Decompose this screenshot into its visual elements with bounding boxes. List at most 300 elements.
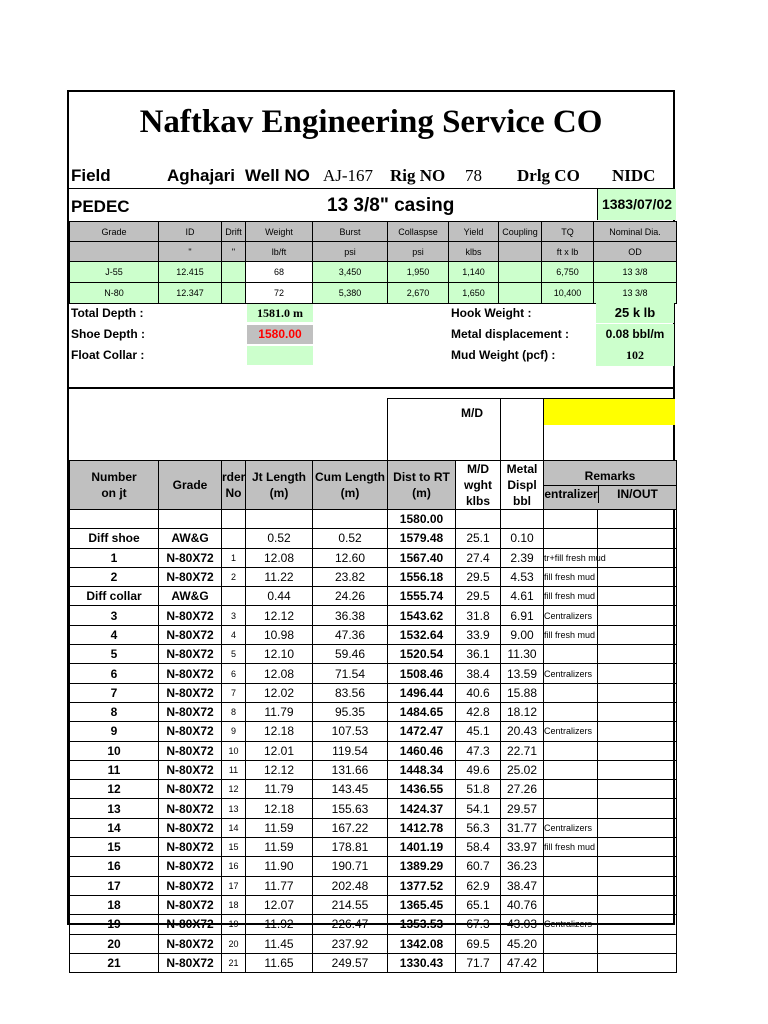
jt-order: 7: [222, 683, 246, 702]
dist-to-rt: 1353.53: [388, 915, 456, 934]
spec-header: ID: [159, 222, 222, 242]
metal-displ: 29.57: [501, 799, 544, 818]
casing-tally-table: [69, 460, 677, 973]
tally-header-row: [70, 461, 677, 510]
centralizer-remark: [544, 741, 598, 760]
cum-length: 155.63: [313, 799, 388, 818]
md-weight: 31.8: [456, 606, 501, 625]
spec-unit: psi: [313, 242, 388, 262]
spec-cell: 1,650: [449, 283, 499, 304]
empty-cell: [159, 510, 222, 529]
dist-to-rt: 1330.43: [388, 953, 456, 972]
header-cum-length: Cum Length (m): [313, 461, 388, 510]
divider: [387, 398, 388, 460]
jt-length: 11.59: [246, 838, 313, 857]
table-row: [70, 548, 677, 567]
jt-length: 0.52: [246, 529, 313, 548]
jt-length: 12.18: [246, 799, 313, 818]
dist-to-rt: 1508.46: [388, 664, 456, 683]
well-value: AJ-167: [323, 166, 374, 185]
jt-order: 6: [222, 664, 246, 683]
table-row: [70, 664, 677, 683]
spec-cell: 13 3/8: [594, 283, 677, 304]
total-depth-label: Total Depth :: [71, 306, 144, 320]
jt-length: 12.12: [246, 760, 313, 779]
jt-grade: N-80X72: [159, 664, 222, 683]
dist-to-rt: 1555.74: [388, 587, 456, 606]
spec-cell: 5,380: [313, 283, 388, 304]
metal-displ: 33.97: [501, 838, 544, 857]
jt-order: 16: [222, 857, 246, 876]
spec-cell: 12.415: [159, 262, 222, 283]
start-dist: 1580.00: [388, 510, 456, 529]
dist-to-rt: 1460.46: [388, 741, 456, 760]
centralizer-remark: [544, 953, 598, 972]
jt-grade: N-80X72: [159, 625, 222, 644]
dist-to-rt: 1543.62: [388, 606, 456, 625]
centralizer-remark: [544, 683, 598, 702]
table-row: [70, 780, 677, 799]
jt-length: 11.45: [246, 934, 313, 953]
cum-length: 131.66: [313, 760, 388, 779]
field-label: Field: [71, 166, 111, 185]
in-out-cell: [598, 876, 677, 895]
rig-label: Rig NO: [390, 166, 446, 185]
cum-length: 190.71: [313, 857, 388, 876]
metal-disp-label: Metal displacement :: [451, 327, 570, 341]
dist-to-rt: 1389.29: [388, 857, 456, 876]
jt-number: 9: [70, 722, 159, 741]
cum-length: 71.54: [313, 664, 388, 683]
rig-value: 78: [465, 166, 482, 185]
spec-cell: 2,670: [388, 283, 449, 304]
jt-length: 10.98: [246, 625, 313, 644]
cum-length: 119.54: [313, 741, 388, 760]
total-depth-value: 1581.0 m: [247, 304, 313, 322]
jt-grade: N-80X72: [159, 702, 222, 721]
metal-displ: 40.76: [501, 895, 544, 914]
cum-length: 178.81: [313, 838, 388, 857]
jt-length: 0.44: [246, 587, 313, 606]
cum-length: 83.56: [313, 683, 388, 702]
centralizer-remark: Centralizers: [544, 722, 598, 741]
well-label: Well NO: [245, 166, 310, 185]
table-row: [70, 529, 677, 548]
jt-order: [222, 587, 246, 606]
md-weight: 40.6: [456, 683, 501, 702]
md-weight: 33.9: [456, 625, 501, 644]
highlight-cell: [544, 399, 675, 425]
jt-number: 4: [70, 625, 159, 644]
in-out-cell: [598, 606, 677, 625]
spec-cell: 13 3/8: [594, 262, 677, 283]
jt-order: 19: [222, 915, 246, 934]
jt-length: 12.01: [246, 741, 313, 760]
jt-length: 12.10: [246, 645, 313, 664]
jt-length: 11.79: [246, 702, 313, 721]
metal-displ: 45.20: [501, 934, 544, 953]
md-weight: 60.7: [456, 857, 501, 876]
table-row: [70, 567, 677, 586]
jt-length: 12.08: [246, 548, 313, 567]
report-date: 1383/07/02: [597, 189, 676, 220]
tally-start-row: [70, 510, 677, 529]
centralizer-remark: [544, 934, 598, 953]
spec-cell: J-55: [70, 262, 159, 283]
jt-number: 11: [70, 760, 159, 779]
centralizer-remark: [544, 895, 598, 914]
header-grade: Grade: [159, 461, 222, 510]
table-row: [70, 838, 677, 857]
jt-order: 2: [222, 567, 246, 586]
jt-number: 13: [70, 799, 159, 818]
jt-grade: N-80X72: [159, 895, 222, 914]
metal-displ: 11.30: [501, 645, 544, 664]
jt-number: 3: [70, 606, 159, 625]
metal-displ: 43.03: [501, 915, 544, 934]
spec-cell: 1,950: [388, 262, 449, 283]
jt-order: 18: [222, 895, 246, 914]
spec-unit: klbs: [449, 242, 499, 262]
spec-header: Coupling: [499, 222, 542, 242]
metal-displ: 22.71: [501, 741, 544, 760]
md-weight: 38.4: [456, 664, 501, 683]
table-row: [70, 683, 677, 702]
in-out-cell: [598, 645, 677, 664]
spec-unit: ": [222, 242, 246, 262]
spec-units-row: [70, 242, 677, 262]
table-row: [70, 934, 677, 953]
jt-grade: N-80X72: [159, 722, 222, 741]
company-title: Naftkav Engineering Service CO: [139, 104, 603, 140]
spec-cell: 68: [246, 262, 313, 283]
md-weight: 29.5: [456, 567, 501, 586]
dist-to-rt: 1556.18: [388, 567, 456, 586]
dist-to-rt: 1520.54: [388, 645, 456, 664]
spec-cell: 3,450: [313, 262, 388, 283]
md-weight: 54.1: [456, 799, 501, 818]
drlg-label: Drlg CO: [517, 166, 580, 185]
field-value: Aghajari: [167, 166, 236, 185]
cum-length: 36.38: [313, 606, 388, 625]
empty-cell: [501, 510, 544, 529]
jt-number: 10: [70, 741, 159, 760]
jt-grade: N-80X72: [159, 953, 222, 972]
jt-grade: N-80X72: [159, 799, 222, 818]
metal-displ: 6.91: [501, 606, 544, 625]
md-weight: 56.3: [456, 818, 501, 837]
dist-to-rt: 1484.65: [388, 702, 456, 721]
jt-number: 19: [70, 915, 159, 934]
md-weight: 62.9: [456, 876, 501, 895]
cum-length: 167.22: [313, 818, 388, 837]
spec-unit: lb/ft: [246, 242, 313, 262]
tally-body: [70, 529, 677, 973]
metal-displ: 47.42: [501, 953, 544, 972]
jt-grade: N-80X72: [159, 780, 222, 799]
table-row: [70, 625, 677, 644]
jt-length: 12.08: [246, 664, 313, 683]
jt-order: 10: [222, 741, 246, 760]
spec-cell: [499, 262, 542, 283]
dist-to-rt: 1412.78: [388, 818, 456, 837]
in-out-cell: [598, 567, 677, 586]
table-row: [70, 799, 677, 818]
spec-row: [70, 262, 677, 283]
md-weight: 65.1: [456, 895, 501, 914]
cum-length: 202.48: [313, 876, 388, 895]
table-row: [70, 606, 677, 625]
table-row: [70, 876, 677, 895]
table-row: [70, 645, 677, 664]
spec-cell: 12.347: [159, 283, 222, 304]
hook-weight-value: 25 k lb: [596, 303, 674, 323]
centralizer-remark: Centralizers: [544, 664, 598, 683]
mud-weight-value: 102: [596, 345, 674, 366]
divider: [69, 387, 673, 389]
casing-spec-table: [69, 221, 677, 304]
metal-displ: 13.59: [501, 664, 544, 683]
centralizer-remark: [544, 780, 598, 799]
dist-to-rt: 1532.64: [388, 625, 456, 644]
in-out-cell: [598, 548, 677, 567]
jt-order: 4: [222, 625, 246, 644]
jt-order: 3: [222, 606, 246, 625]
in-out-cell: [598, 760, 677, 779]
spec-header-row: [70, 222, 677, 242]
spec-unit: OD: [594, 242, 677, 262]
empty-cell: [456, 510, 501, 529]
jt-grade: N-80X72: [159, 645, 222, 664]
header-remarks-group: [544, 461, 677, 510]
header-number: Number on jt: [70, 461, 159, 510]
metal-displ: 27.26: [501, 780, 544, 799]
jt-grade: N-80X72: [159, 857, 222, 876]
jt-length: 12.07: [246, 895, 313, 914]
spec-header: Burst: [313, 222, 388, 242]
cum-length: 23.82: [313, 567, 388, 586]
header-jt-length: Jt Length (m): [246, 461, 313, 510]
spec-header: TQ: [542, 222, 594, 242]
in-out-cell: [598, 953, 677, 972]
centralizer-remark: Centralizers: [544, 818, 598, 837]
md-weight: 25.1: [456, 529, 501, 548]
in-out-cell: [598, 934, 677, 953]
centralizer-remark: [544, 702, 598, 721]
drlg-value: NIDC: [612, 166, 656, 185]
empty-cell: [222, 510, 246, 529]
table-row: [70, 895, 677, 914]
centralizer-remark: fill fresh mud: [544, 838, 598, 857]
jt-number: 18: [70, 895, 159, 914]
casing-tally-sheet: [67, 90, 675, 970]
header-remarks-sub: [544, 486, 676, 503]
header-md-weight: M/D wght klbs: [456, 461, 501, 510]
jt-order: 5: [222, 645, 246, 664]
centralizer-remark: [544, 760, 598, 779]
cum-length: 249.57: [313, 953, 388, 972]
cum-length: 12.60: [313, 548, 388, 567]
in-out-cell: [598, 838, 677, 857]
md-weight: 47.3: [456, 741, 501, 760]
jt-number: 14: [70, 818, 159, 837]
metal-displ: 4.53: [501, 567, 544, 586]
jt-grade: N-80X72: [159, 915, 222, 934]
mud-weight-label: Mud Weight (pcf) :: [451, 348, 556, 362]
header-metal-displ: Metal Displ bbl: [501, 461, 544, 510]
spec-cell: [222, 262, 246, 283]
md-weight: 29.5: [456, 587, 501, 606]
metal-displ: 4.61: [501, 587, 544, 606]
dist-to-rt: 1365.45: [388, 895, 456, 914]
jt-number: 20: [70, 934, 159, 953]
empty-cell: [246, 510, 313, 529]
jt-grade: AW&G: [159, 587, 222, 606]
metal-displ: 2.39: [501, 548, 544, 567]
metal-displ: 25.02: [501, 760, 544, 779]
centralizer-remark: fill fresh mud: [544, 567, 598, 586]
md-weight: 58.4: [456, 838, 501, 857]
in-out-cell: [598, 664, 677, 683]
float-collar-value: [247, 346, 313, 365]
in-out-cell: [598, 683, 677, 702]
jt-grade: N-80X72: [159, 818, 222, 837]
empty-cell: [313, 510, 388, 529]
cum-length: 214.55: [313, 895, 388, 914]
cum-length: 226.47: [313, 915, 388, 934]
spec-unit: ft x lb: [542, 242, 594, 262]
centralizer-remark: [544, 857, 598, 876]
in-out-cell: [598, 857, 677, 876]
spec-unit: [70, 242, 159, 262]
jt-order: 17: [222, 876, 246, 895]
jt-order: 11: [222, 760, 246, 779]
jt-order: 15: [222, 838, 246, 857]
header-remarks: Remarks: [544, 468, 676, 486]
jt-number: 6: [70, 664, 159, 683]
metal-displ: 18.12: [501, 702, 544, 721]
table-row: [70, 722, 677, 741]
spec-header: Yield: [449, 222, 499, 242]
jt-number: 2: [70, 567, 159, 586]
cum-length: 107.53: [313, 722, 388, 741]
jt-grade: N-80X72: [159, 741, 222, 760]
centralizer-remark: [544, 876, 598, 895]
jt-number: 8: [70, 702, 159, 721]
md-weight: 36.1: [456, 645, 501, 664]
jt-order: 20: [222, 934, 246, 953]
spec-unit: ": [159, 242, 222, 262]
md-weight: 42.8: [456, 702, 501, 721]
spec-cell: [499, 283, 542, 304]
table-row: [70, 741, 677, 760]
metal-displ: 0.10: [501, 529, 544, 548]
in-out-cell: [598, 741, 677, 760]
table-row: [70, 915, 677, 934]
metal-disp-value: 0.08 bbl/m: [596, 324, 674, 345]
jt-grade: N-80X72: [159, 876, 222, 895]
jt-order: [222, 529, 246, 548]
centralizer-remark: [544, 799, 598, 818]
spec-cell: 1,140: [449, 262, 499, 283]
spec-header: Drift: [222, 222, 246, 242]
spec-cell: 72: [246, 283, 313, 304]
cum-length: 237.92: [313, 934, 388, 953]
divider: [500, 398, 501, 460]
in-out-cell: [598, 818, 677, 837]
in-out-cell: [598, 780, 677, 799]
jt-number: Diff collar: [70, 587, 159, 606]
table-row: [70, 953, 677, 972]
table-row: [70, 702, 677, 721]
empty-cell: [598, 510, 677, 529]
metal-displ: 15.88: [501, 683, 544, 702]
dist-to-rt: 1436.55: [388, 780, 456, 799]
cum-length: 24.26: [313, 587, 388, 606]
centralizer-remark: tr+fill fresh mud: [544, 548, 598, 567]
dist-to-rt: 1448.34: [388, 760, 456, 779]
shoe-depth-value: 1580.00: [247, 325, 313, 344]
spec-header: Weight: [246, 222, 313, 242]
dist-to-rt: 1424.37: [388, 799, 456, 818]
spec-header: Collaspse: [388, 222, 449, 242]
md-weight: 71.7: [456, 953, 501, 972]
in-out-cell: [598, 799, 677, 818]
centralizer-remark: Centralizers: [544, 606, 598, 625]
header-dist-rt: Dist to RT (m): [388, 461, 456, 510]
jt-length: 11.65: [246, 953, 313, 972]
client-name: PEDEC: [71, 197, 130, 216]
jt-number: 15: [70, 838, 159, 857]
float-collar-label: Float Collar :: [71, 348, 145, 362]
jt-number: 7: [70, 683, 159, 702]
metal-displ: 36.23: [501, 857, 544, 876]
dist-to-rt: 1567.40: [388, 548, 456, 567]
md-weight: 49.6: [456, 760, 501, 779]
jt-length: 11.90: [246, 857, 313, 876]
spec-cell: [222, 283, 246, 304]
divider: [69, 188, 673, 189]
jt-grade: AW&G: [159, 529, 222, 548]
jt-length: 11.59: [246, 818, 313, 837]
md-weight-header-top: M/D: [461, 406, 483, 420]
md-weight: 69.5: [456, 934, 501, 953]
centralizer-remark: Centralizers: [544, 915, 598, 934]
jt-order: 14: [222, 818, 246, 837]
metal-displ: 9.00: [501, 625, 544, 644]
jt-grade: N-80X72: [159, 934, 222, 953]
in-out-cell: [598, 702, 677, 721]
table-row: [70, 760, 677, 779]
in-out-cell: [598, 625, 677, 644]
md-weight: 51.8: [456, 780, 501, 799]
dist-to-rt: 1377.52: [388, 876, 456, 895]
jt-order: 21: [222, 953, 246, 972]
jt-grade: N-80X72: [159, 683, 222, 702]
cum-length: 0.52: [313, 529, 388, 548]
cum-length: 95.35: [313, 702, 388, 721]
spec-unit: psi: [388, 242, 449, 262]
shoe-depth-label: Shoe Depth :: [71, 327, 145, 341]
jt-length: 11.77: [246, 876, 313, 895]
jt-number: 21: [70, 953, 159, 972]
cum-length: 59.46: [313, 645, 388, 664]
jt-order: 13: [222, 799, 246, 818]
spec-header: Nominal Dia.: [594, 222, 677, 242]
md-weight: 27.4: [456, 548, 501, 567]
jt-number: 5: [70, 645, 159, 664]
jt-grade: N-80X72: [159, 567, 222, 586]
